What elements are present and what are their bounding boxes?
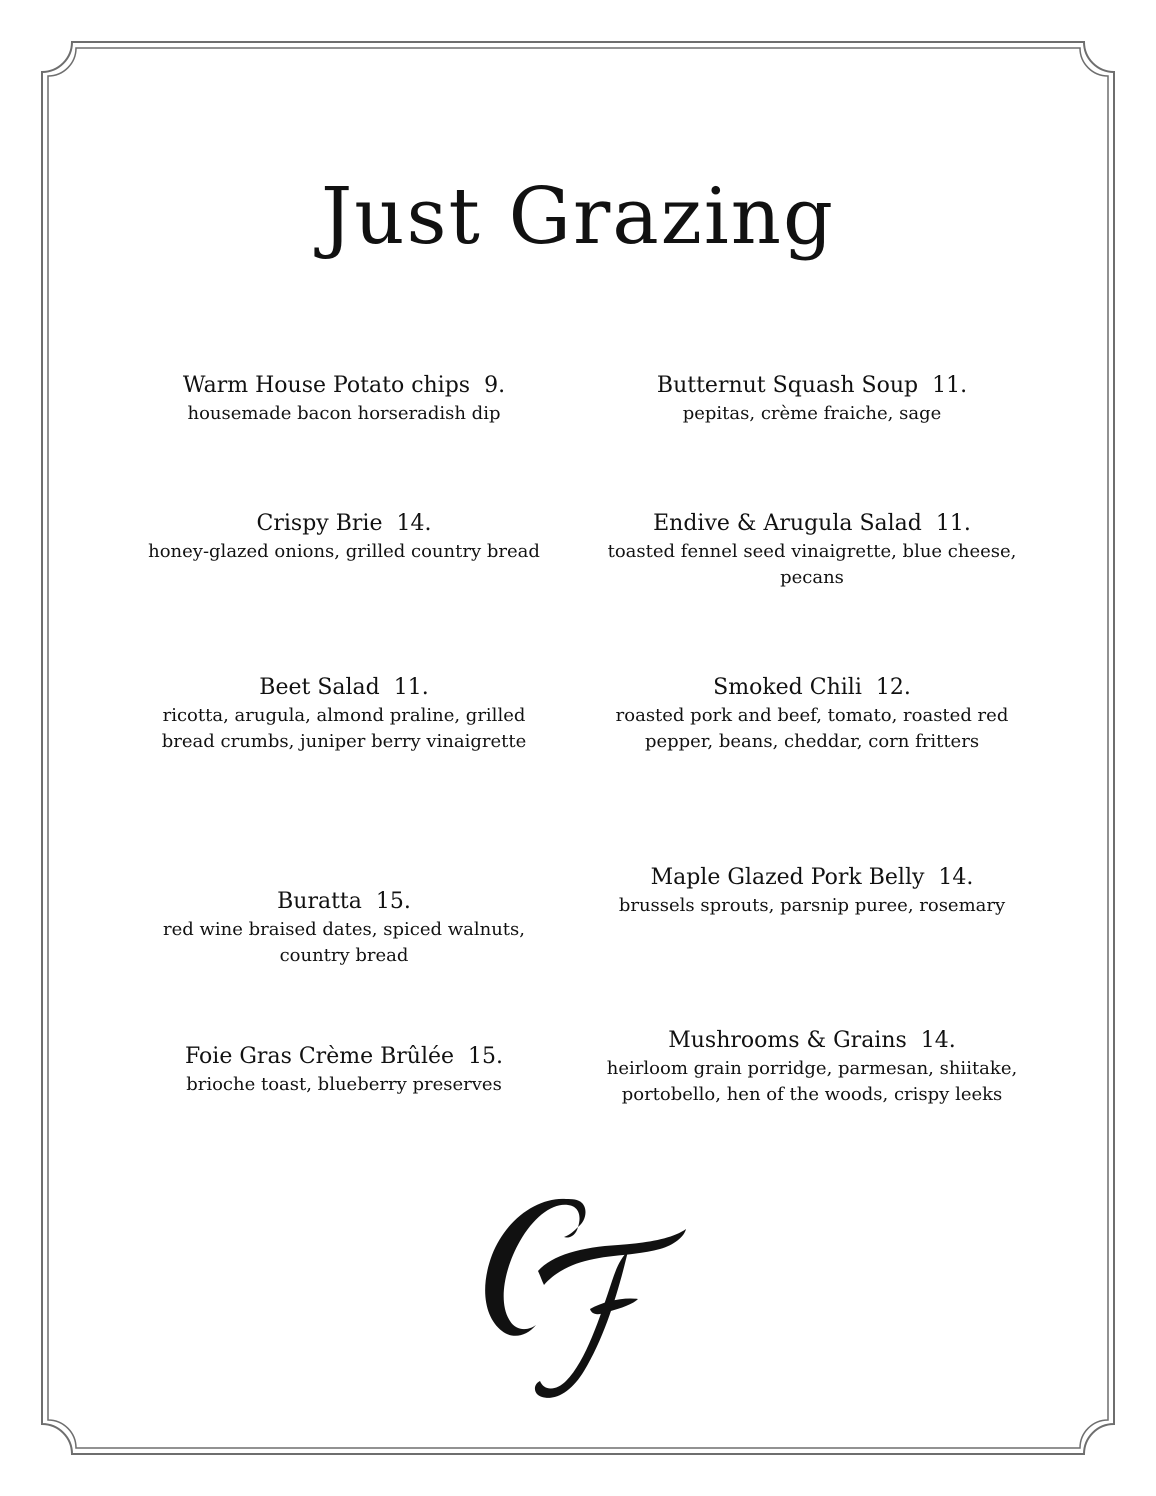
- item-name: Endive & Arugula Salad 11.: [653, 511, 971, 536]
- menu-item: [602, 863, 1022, 919]
- menu-item: [602, 509, 1022, 591]
- item-description: toasted fennel seed vinaigrette, blue cheese, pecans: [607, 541, 1017, 588]
- menu-item: [134, 673, 554, 755]
- menu-item: [602, 1026, 1022, 1108]
- item-name: Buratta 15.: [277, 889, 411, 914]
- cf-monogram-logo: [478, 1185, 693, 1410]
- item-name: Butternut Squash Soup 11.: [656, 373, 968, 398]
- menu-item: [134, 371, 554, 427]
- item-name: Crispy Brie 14.: [256, 511, 432, 536]
- menu-item: [602, 371, 1022, 427]
- item-description: pepitas, crème fraiche, sage: [682, 403, 942, 424]
- monogram-letter-f-top: [538, 1229, 686, 1285]
- item-name: Foie Gras Crème Brûlée 15.: [185, 1044, 503, 1069]
- item-name: Warm House Potato chips 9.: [182, 373, 506, 398]
- item-description: roasted pork and beef, tomato, roasted red pepper, beans, cheddar, corn fritters: [615, 705, 1009, 752]
- menu-item: [134, 887, 554, 969]
- item-name: Beet Salad 11.: [259, 675, 429, 700]
- item-name: Maple Glazed Pork Belly 14.: [650, 865, 974, 890]
- monogram-letter-c: [485, 1199, 585, 1336]
- monogram-c-tail: [564, 1227, 578, 1238]
- menu-item: [602, 673, 1022, 755]
- item-description: housemade bacon horseradish dip: [187, 403, 501, 424]
- menu-item: [134, 1042, 554, 1098]
- item-description: honey-glazed onions, grilled country bread: [148, 541, 540, 562]
- item-description: brussels sprouts, parsnip puree, rosemary: [618, 895, 1006, 916]
- monogram-letter-f-crossbar: [590, 1298, 638, 1314]
- item-description: red wine braised dates, spiced walnuts, country bread: [163, 919, 525, 966]
- menu-title: Just Grazing: [321, 172, 835, 262]
- item-name: Smoked Chili 12.: [713, 675, 911, 700]
- item-description: brioche toast, blueberry preserves: [186, 1074, 502, 1095]
- item-description: ricotta, arugula, almond praline, grilled bread crumbs, juniper berry vinaigrette: [161, 705, 527, 752]
- item-name: Mushrooms & Grains 14.: [668, 1028, 956, 1053]
- menu-item: [134, 509, 554, 565]
- item-description: heirloom grain porridge, parmesan, shiitake, portobello, hen of the woods, crispy leeks: [606, 1058, 1018, 1105]
